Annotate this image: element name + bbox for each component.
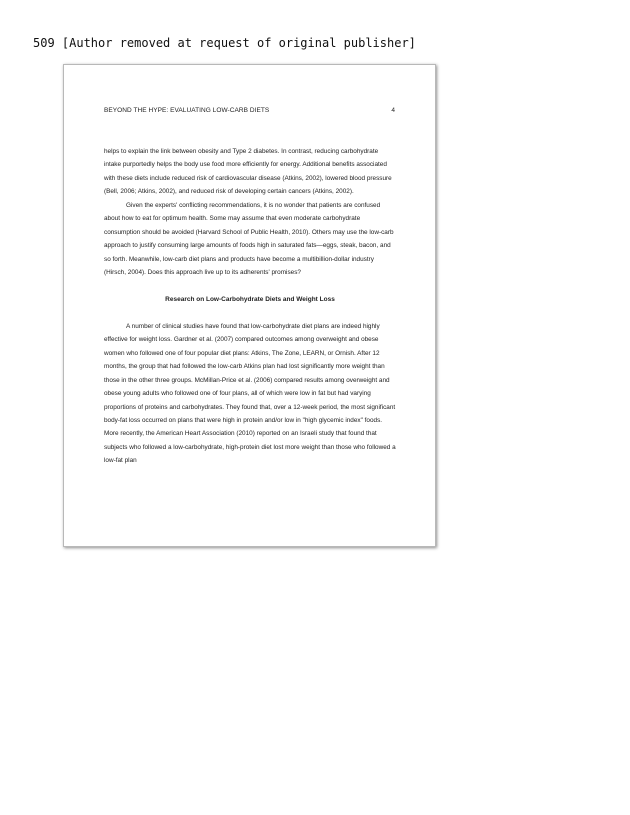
paragraph: helps to explain the link between obesity and Type 2 diabetes. In contrast, reducing carbohydrate intake purportedly helps the body use food more efficiently for energy. Additional benefits associated with these diets include reduced risk of cardiovascular disease (Atkins, 2002), lowered blood pressure (Bell, 2006; Atkins, 2002), and reduced risk of developing certain cancers (Atkins, 2002). <box>104 148 392 196</box>
paragraph: A number of clinical studies have found that low-carbohydrate diet plans are indeed highly effective for weight loss. Gardner et al. (2007) compared outcomes among overweight and obese women who followed one of four popular diet plans: Atkins, The Zone, LEARN, or Ornish. After 12 months, the group that had followed the low-carb Atkins plan had lost significantly more weight than those in the other three groups. McMillan-Price et al. (2006) compared results among overweight and obese young adults who followed one of four plans, all of which were low in fat but had varying proportions of proteins and carbohydrates. They found that, over a 12-week period, the most significant body-fat loss occurred on plans that were high in protein and/or low in "high glycemic index" foods. More recently, the American Heart Association (2010) reported on an Israeli study that found that subjects who followed a low-carbohydrate, high-protein diet lost more weight than those who followed a low-fat plan <box>104 322 396 465</box>
document-page <box>63 64 436 547</box>
section-heading: Research on Low-Carbohydrate Diets and Weight Loss <box>165 295 335 303</box>
paragraph: Given the experts' conflicting recommendations, it is no wonder that patients are confused about how to eat for optimum health. Some may assume that even moderate carbohydrate consumption should be avoided (Harvard School of Public Health, 2010). Others may use the low-carb approach to justify consuming large amounts of foods high in saturated fats—eggs, steak, bacon, and so forth. Meanwhile, low-carb diet plans and products have become a multibillion-dollar industry (Hirsch, 2004). Does this approach live up to its adherents' promises? <box>104 201 394 277</box>
page-number: 4 <box>391 107 395 114</box>
body-text <box>104 145 396 468</box>
running-head-title: BEYOND THE HYPE: EVALUATING LOW-CARB DIETS <box>104 107 270 114</box>
page-header: 509 [Author removed at request of original publisher] <box>33 36 416 50</box>
